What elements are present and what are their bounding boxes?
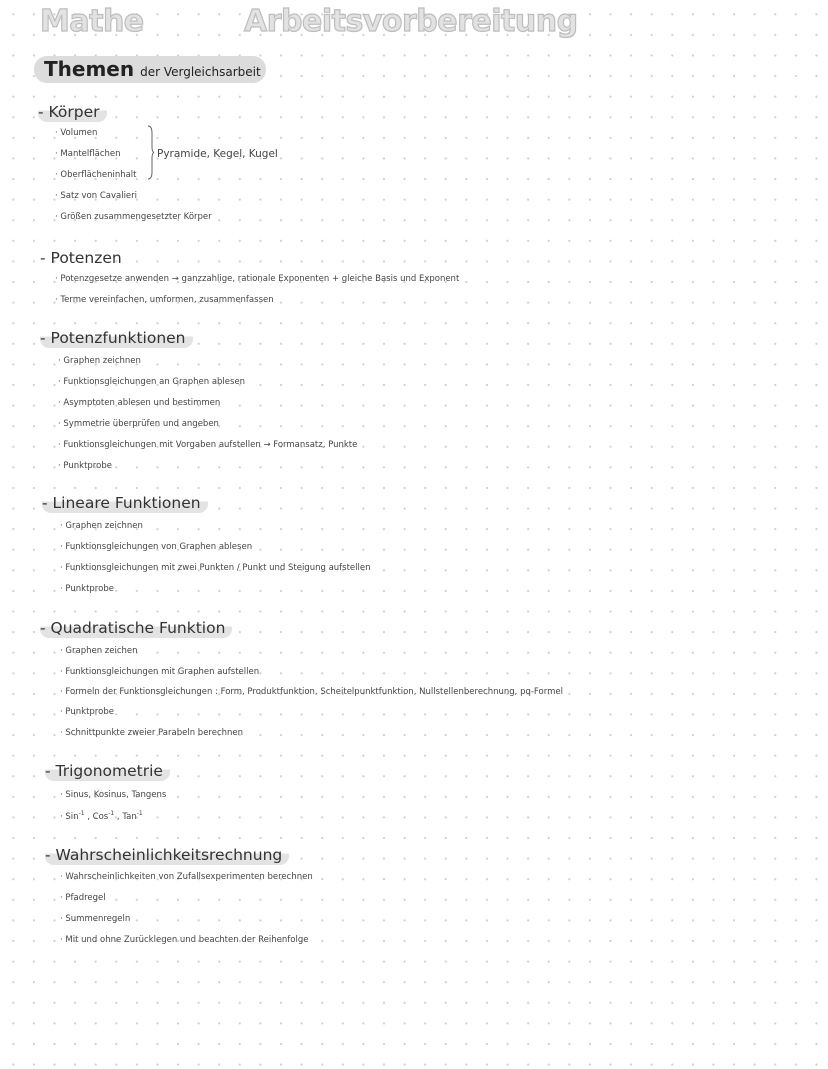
list-item: · Terme vereinfachen, umformen, zusammenfassen bbox=[55, 295, 274, 305]
list-item: · Graphen zeichnen bbox=[58, 356, 141, 366]
list-item: · Asymptoten ablesen und bestimmen bbox=[58, 398, 221, 408]
list-item: · Punktprobe bbox=[58, 461, 112, 471]
list-item: · Mantelflächen bbox=[55, 149, 121, 159]
list-item: · Volumen bbox=[55, 128, 98, 138]
list-item: · Schnittpunkte zweier Parabeln berechnen bbox=[60, 728, 244, 738]
list-item: · Graphen zeichnen bbox=[60, 521, 143, 531]
section-heading-koerper: - Körper bbox=[38, 102, 107, 122]
section-heading-potenzfunktionen: - Potenzfunktionen bbox=[40, 328, 193, 348]
list-item: · Graphen zeichen bbox=[60, 646, 138, 656]
list-item: · Oberflächeninhalt bbox=[55, 170, 137, 180]
list-item: · Pfadregel bbox=[60, 893, 106, 903]
page-title: Arbeitsvorbereitung bbox=[244, 4, 578, 39]
topic-main: Themen bbox=[44, 57, 135, 81]
list-item: · Satz von Cavalieri bbox=[55, 191, 138, 201]
topic-heading bbox=[44, 57, 261, 81]
section-heading-lineare-funktionen: - Lineare Funktionen bbox=[42, 493, 208, 513]
section-heading-trigonometrie: - Trigonometrie bbox=[45, 761, 170, 781]
list-item: · Funktionsgleichungen mit Vorgaben aufstellen → Formansatz, Punkte bbox=[58, 440, 358, 450]
section-heading-quadratische-funktion: - Quadratische Funktion bbox=[40, 618, 232, 638]
list-item: · Größen zusammengesetzter Körper bbox=[55, 212, 212, 222]
list-item: · Symmetrie überprüfen und angeben bbox=[58, 419, 219, 429]
curly-brace-icon bbox=[147, 125, 154, 180]
list-item: · Potenzgesetze anwenden → ganzzahlige, rationale Exponenten + gleiche Basis und Exponent bbox=[55, 274, 460, 284]
topic-sub: der Vergleichsarbeit bbox=[140, 65, 261, 79]
brace-note: Pyramide, Kegel, Kugel bbox=[157, 148, 278, 160]
list-item: · Summenregeln bbox=[60, 914, 131, 924]
section-heading-wahrscheinlichkeitsrechnung: - Wahrscheinlichkeitsrechnung bbox=[45, 845, 289, 865]
page-title-subject: Mathe bbox=[40, 4, 144, 39]
list-item: · Funktionsgleichungen von Graphen ablesen bbox=[60, 542, 253, 552]
list-item: · Punktprobe bbox=[60, 707, 114, 717]
list-item: · Formeln der Funktionsgleichungen : Form, Produktfunktion, Scheitelpunktfunktion, Nullstellenberechnung, pq-Formel bbox=[60, 687, 563, 697]
list-item: · Funktionsgleichungen mit zwei Punkten / Punkt und Steigung aufstellen bbox=[60, 563, 371, 573]
list-item: · Wahrscheinlichkeiten von Zufallsexperimenten berechnen bbox=[60, 872, 313, 882]
list-item-inverse-trig: · Sin$^{-1}$ , Cos$^{-1}$ , Tan$^{-1}$ bbox=[60, 810, 143, 822]
list-item: · Funktionsgleichungen mit Graphen aufstellen bbox=[60, 667, 260, 677]
section-heading-potenzen: - Potenzen bbox=[40, 249, 122, 267]
list-item: · Punktprobe bbox=[60, 584, 114, 594]
list-item: · Funktionsgleichungen an Graphen ablesen bbox=[58, 377, 246, 387]
list-item: · Mit und ohne Zurücklegen und beachten der Reihenfolge bbox=[60, 935, 309, 945]
list-item: · Sinus, Kosinus, Tangens bbox=[60, 790, 167, 800]
